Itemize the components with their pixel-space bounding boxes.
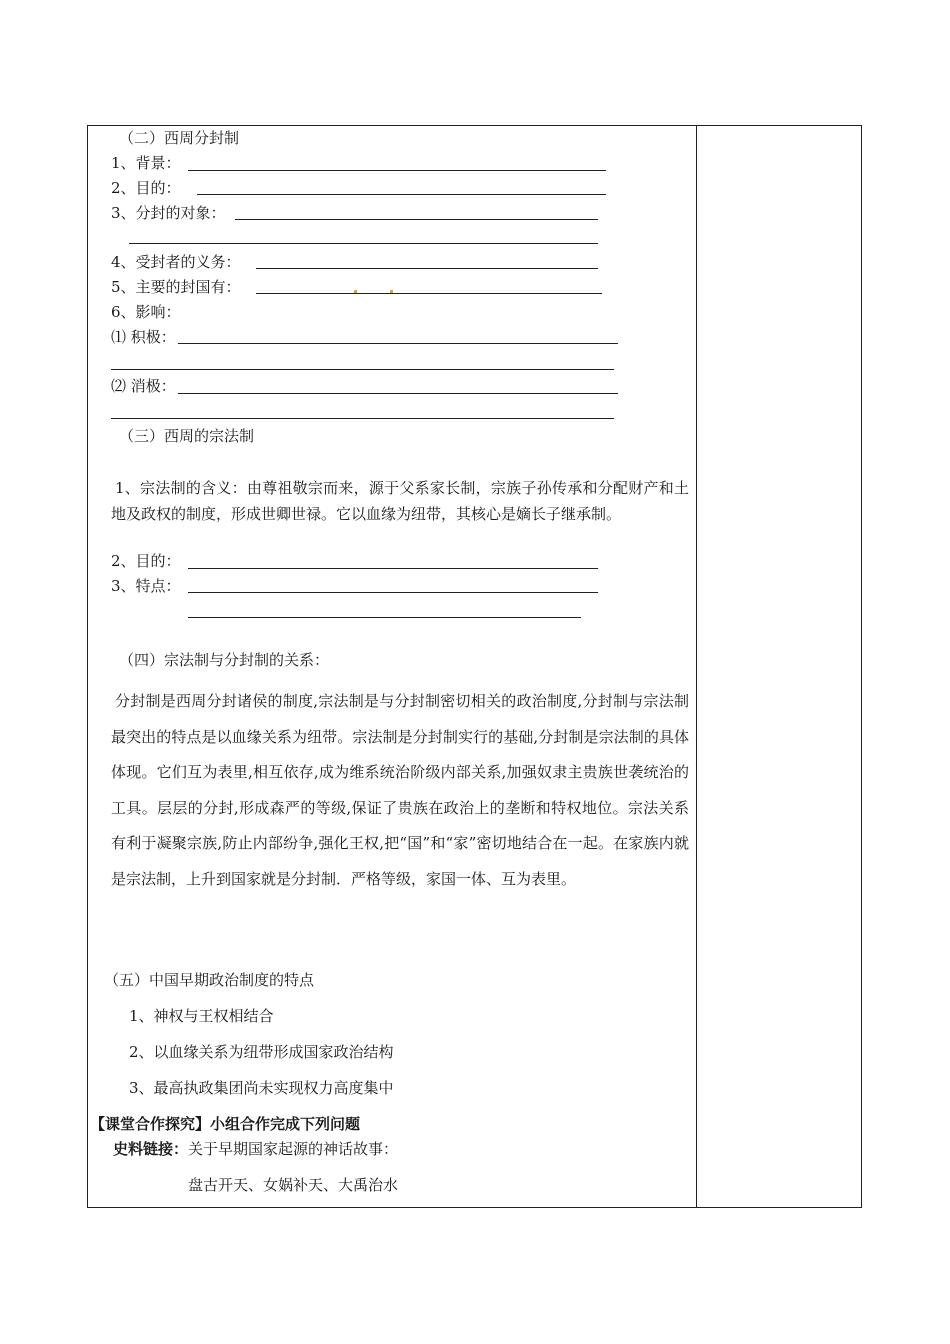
blank-line (188, 592, 598, 593)
myths-list: 盘古开天、女娲补天、大禹治水 (188, 1176, 399, 1194)
blank-line (178, 393, 618, 394)
section3-item3: 3、特点： (111, 577, 181, 595)
section5-point-3: 3、最高执政集团尚未实现权力高度集中 (129, 1079, 394, 1097)
notes-column-divider (696, 125, 697, 1208)
blank-line (235, 219, 598, 220)
blank-line (111, 418, 614, 419)
section2-item3: 3、分封的对象： (111, 204, 226, 222)
blank-line (111, 369, 614, 370)
blank-line (188, 568, 598, 569)
section2-item6a: ⑴ 积极： (111, 328, 176, 346)
blank-line (256, 268, 598, 269)
section2-item4: 4、受封者的义务： (111, 253, 241, 271)
section5-point-1: 1、神权与王权相结合 (129, 1007, 274, 1025)
source-text: 关于早期国家起源的神话故事： (188, 1140, 399, 1158)
section2-item5: 5、主要的封国有： (111, 278, 241, 296)
blank-line (188, 170, 606, 171)
section2-item6b: ⑵ 消极： (111, 377, 176, 395)
blank-line (188, 617, 581, 618)
stray-mark (354, 290, 357, 293)
stray-mark (390, 290, 393, 293)
section3-heading: （三）西周的宗法制 (119, 427, 255, 445)
section3-item2: 2、目的： (111, 552, 181, 570)
section5-heading: （五）中国早期政治制度的特点 (104, 971, 315, 989)
section2-item6: 6、影响： (111, 303, 181, 321)
section2-item2: 2、目的： (111, 179, 181, 197)
section4-heading: （四）宗法制与分封制的关系： (119, 651, 330, 669)
blank-line (197, 194, 606, 195)
source-label: 史料链接： (113, 1140, 189, 1158)
blank-line (178, 343, 618, 344)
blank-line (256, 293, 602, 294)
section2-heading: （二）西周分封制 (119, 129, 240, 147)
section2-item1: 1、背景： (111, 154, 181, 172)
section3-definition: 1、宗法制的含义：由尊祖敬宗而来，源于父系家长制，宗族子孙传承和分配财产和土地及政权的制度，形成世卿世禄。它以血缘为纽带，其核心是嫡长子继承制。 (111, 479, 689, 523)
blank-line (129, 243, 598, 244)
section5-point-2: 2、以血缘关系为纽带形成国家政治结构 (129, 1043, 394, 1061)
inquiry-source (113, 1139, 398, 1159)
section4-paragraph: 分封制是西周分封诸侯的制度,宗法制是与分封制密切相关的政治制度,分封制与宗法制最突出的特点是以血缘关系为纽带。宗法制是分封制实行的基础,分封制是宗法制的具体体现。它们互为表里,相互依存,成为维系统治阶级内部关系,加强奴隶主贵族世袭统治的工具。层层的分封,形成森严的等级,保证了贵族在政治上的垄断和特权地位。宗法关系有利于凝聚宗族,防止内部纷争,强化王权,把“国”和“家”密切地结合在一起。在家族内就是宗法制，上升到国家就是分封制．严格等级，家国一体、互为表里。 (111, 692, 689, 888)
inquiry-title: 【课堂合作探究】小组合作完成下列问题 (90, 1115, 361, 1133)
